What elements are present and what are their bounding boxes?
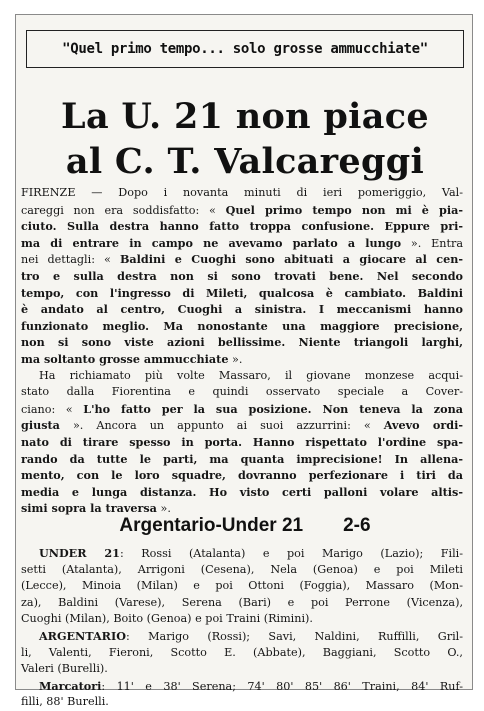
article-line (21, 434, 463, 451)
article-line-text: tempo, con l'ingresso di Mileti, qualcosa è cambiato. Baldini (21, 285, 463, 300)
lineup-line-text: za), Baldini (Varese), Serena (Bari) e poi Perrone (Vicenza), (21, 595, 463, 609)
article-line-text: ciano: « (21, 402, 84, 416)
article-line-text: Baldini e Cuoghi sono abituati a giocare al cen- (119, 252, 463, 267)
article-line-text: giusta (21, 418, 60, 433)
lineup-line (21, 595, 463, 612)
article-line-text: funzionato meglio. Ma nonostante una maggiore precisione, (21, 318, 463, 333)
lineup-line-text: Valeri (Burelli). (21, 662, 108, 676)
article-line-text: ciuto. Sulla destra hanno fatto troppa confusione. Eppure pri- (21, 219, 463, 234)
article-line-text: ». (228, 352, 243, 366)
article-line-text: rando da tutte le parti, ma quanta imprecisione! In allena- (21, 451, 463, 466)
article-line-text: è andato al centro, Cuoghi a sinistra. I meccanismi hanno (21, 302, 463, 317)
lineup-line (21, 611, 463, 628)
lineup-line (21, 678, 463, 695)
lineup-line (21, 545, 463, 562)
lineup-line (21, 628, 463, 645)
article-line-text: nato di tirare spesso in porta. Hanno rispettato l'ordine spa- (21, 434, 463, 449)
headline-line-1: La U. 21 non piace (61, 96, 429, 137)
article-line-text: tro e sulla destra non si sono trovati bene. Nel secondo (21, 268, 463, 283)
newspaper-clipping (15, 14, 473, 709)
article-line (21, 351, 463, 368)
article-line (21, 318, 463, 335)
lineup-line-text: Cuoghi (Milan), Boito (Genoa) e poi Traini (Rimini). (21, 612, 313, 626)
article-line-text: ma soltanto grosse ammucchiate (21, 351, 229, 366)
article-line (21, 467, 463, 484)
lineup-line (21, 562, 463, 579)
article-line (21, 301, 463, 318)
lineup-line-text: : 11' e 38' Serena; 74' 80' 85' 86' Traini, 84' Ruf- (101, 679, 463, 693)
article-line (21, 451, 463, 468)
kicker-box (26, 30, 464, 68)
article-line-text: ma di entrare in campo ne avevamo parlato a lungo (21, 235, 402, 250)
article-line-text: FIRENZE — Dopo i novanta minuti di ieri pomeriggio, Val- (21, 186, 463, 199)
article-line-text: Ha richiamato più volte Massaro, il giovane monzese acqui- (39, 368, 463, 382)
article-line (21, 218, 463, 235)
match-score: 2-6 (343, 515, 371, 536)
article-line (21, 251, 463, 268)
article-line-text: careggi non era soddisfatto: « (21, 203, 226, 217)
lineup-line-text: ARGENTARIO (39, 628, 126, 643)
article-line-text: Avevo ordi- (383, 418, 463, 433)
article-line (21, 185, 463, 202)
article-line (21, 268, 463, 285)
article-line-text: non si sono viste azioni bellissime. Niente triangoli larghi, (21, 335, 463, 350)
lineup-line-text: (Lecce), Minoia (Milan) e poi Ottoni (Foggia), Massaro (Mon- (21, 579, 463, 593)
article-line (21, 285, 463, 302)
lineup-line (21, 645, 463, 662)
lineup-line-text: UNDER 21 (39, 546, 120, 560)
article-line (21, 401, 463, 418)
kicker-quote: "Quel primo tempo... solo grosse ammucchiate" (62, 41, 428, 57)
article-line (21, 417, 463, 434)
lineup-line-text: : Rossi (Atalanta) e poi Marigo (Lazio); Fili- (119, 547, 463, 560)
lineup-line-text: Marcatori (39, 678, 102, 693)
match-subhead (16, 515, 474, 537)
lineup-line (21, 578, 463, 595)
lineup-line-text: li, Valenti, Fieroni, Scotto E. (Abbate), Baggiani, Scotto O., (21, 645, 463, 659)
lineup-line-text: filli, 88' Burelli. (21, 695, 109, 709)
lineup-block (21, 545, 463, 711)
article-line-text: stato dalla Fiorentina e quindi osservato speciale a Cover- (21, 385, 463, 399)
article-line (21, 484, 463, 501)
article-line-text: ». Entra (401, 236, 463, 250)
lineup-line-text: setti (Atalanta), Arrigoni (Cesena), Nela (Genoa) e poi Mileti (21, 562, 463, 576)
lineup-line (21, 694, 463, 711)
article-line-text: mento, con le loro squadre, dovranno perfezionare i tiri da (21, 468, 463, 483)
article-line (21, 384, 463, 401)
article-line-text: media e lunga distanza. Ho visto certi palloni volare altis- (21, 484, 463, 499)
article-body (21, 185, 463, 517)
article-line (21, 334, 463, 351)
article-line-text: ». (156, 502, 171, 516)
lineup-line-text: : Marigo (Rossi); Savi, Naldini, Ruffilli, Gril- (125, 629, 463, 643)
article-line-text: ». Ancora un appunto ai suoi azzurrini: « (59, 419, 384, 433)
lineup-line (21, 661, 463, 678)
article-line (21, 235, 463, 252)
match-title: Argentario-Under 21 (119, 515, 304, 536)
article-line (21, 368, 463, 385)
article-line-text: Quel primo tempo non mi è pia- (225, 202, 463, 217)
article-line-text: simi sopra la traversa (21, 501, 157, 516)
article-line-text: nei dettagli: « (21, 253, 120, 267)
article-line-text: L'ho fatto per la sua posizione. Non teneva la zona (83, 401, 463, 416)
headline-line-2: al C. T. Valcareggi (65, 141, 425, 182)
article-line (21, 202, 463, 219)
